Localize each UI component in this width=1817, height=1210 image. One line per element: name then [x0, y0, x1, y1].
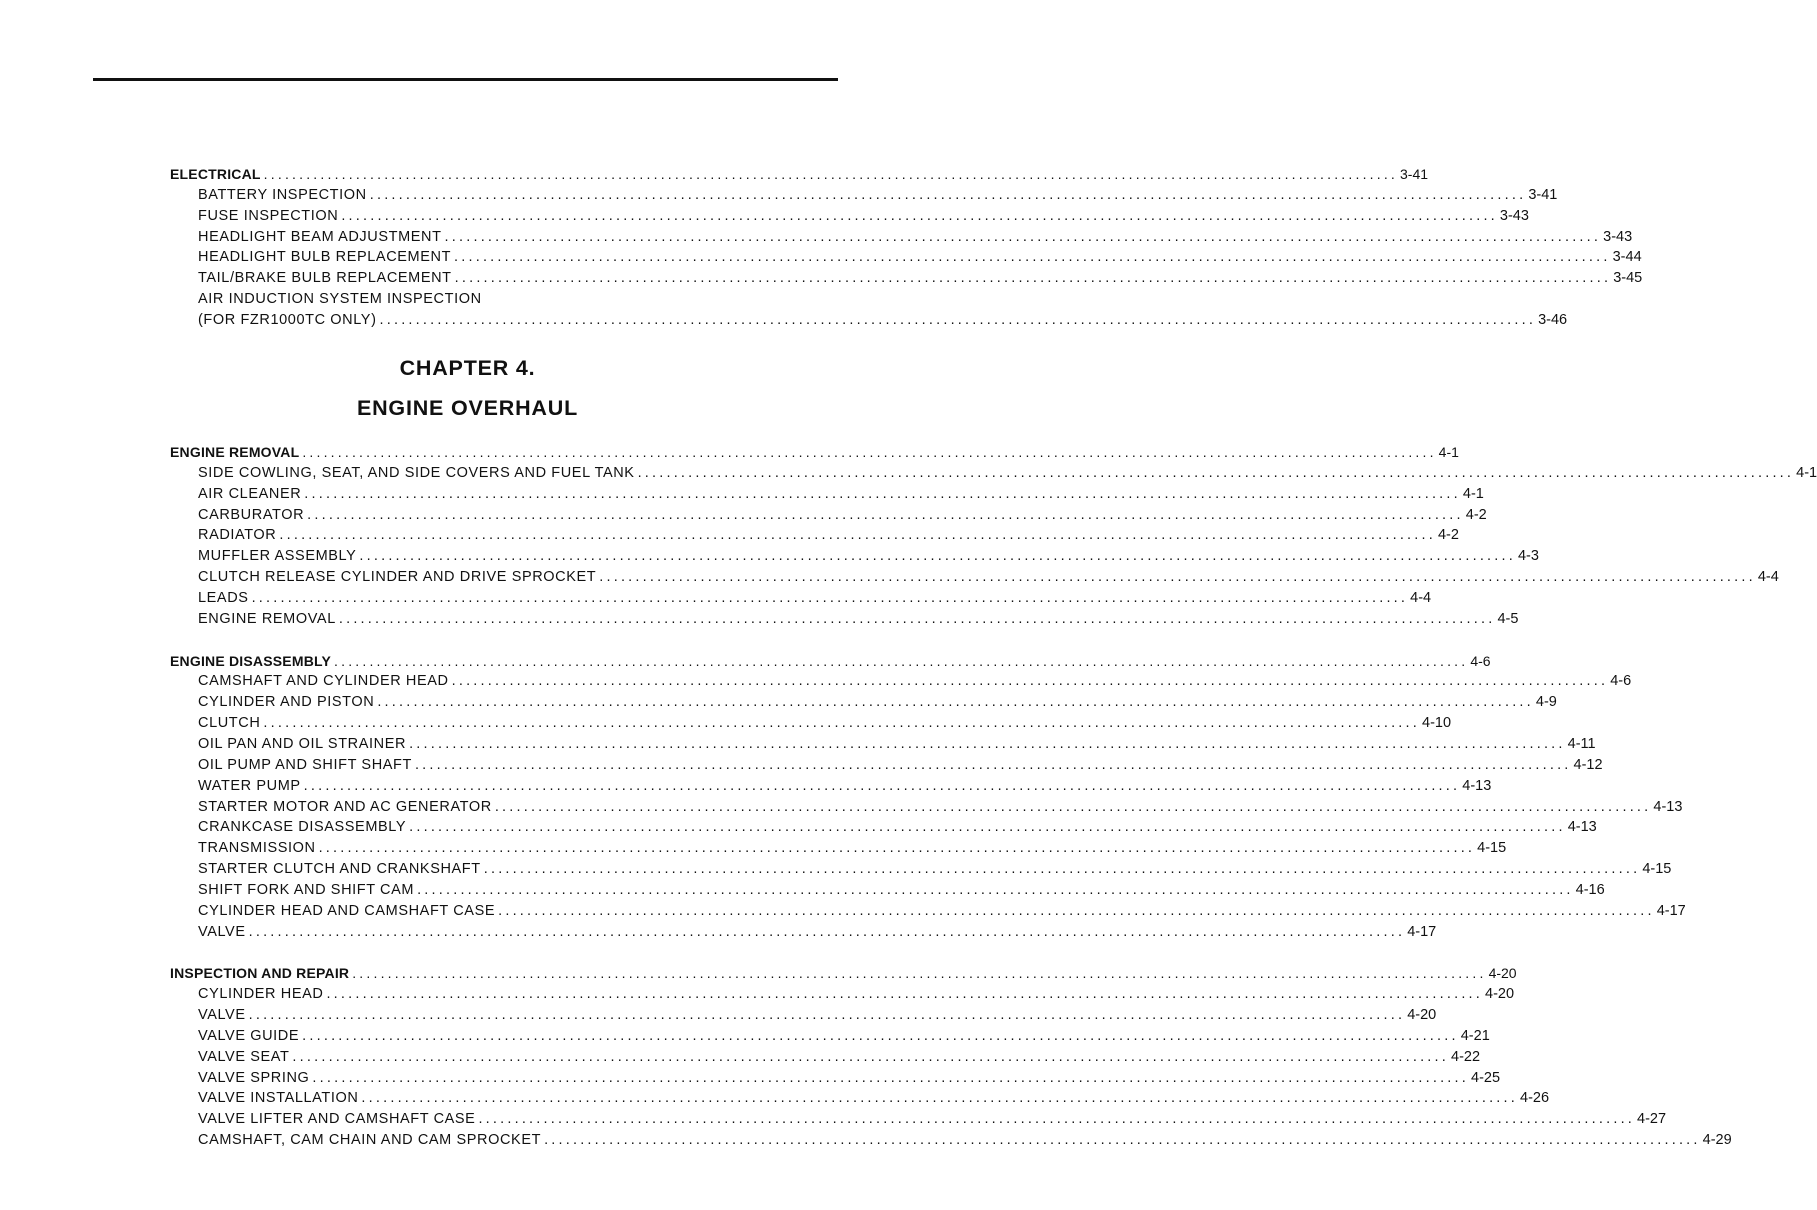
toc-entry-page: 3-41 [1400, 166, 1429, 182]
dot-leader: ................................................................................................................................................................ [409, 819, 1566, 836]
toc-entry-title: LEADS [198, 589, 249, 606]
toc-entry-page: 4-13 [1462, 777, 1492, 794]
toc-entry-page: 4-29 [1702, 1132, 1732, 1149]
toc-entry-page: 4-1 [1438, 444, 1459, 460]
toc-entry[interactable] [170, 567, 1779, 588]
toc-entry-title: OIL PUMP AND SHIFT SHAFT [198, 756, 412, 773]
section-gap [170, 630, 762, 651]
toc-entry[interactable] [170, 1088, 1550, 1109]
toc-entry-title: ENGINE DISASSEMBLY [170, 652, 332, 669]
toc-entry-title: AIR INDUCTION SYSTEM INSPECTION [198, 291, 482, 308]
dot-leader: ................................................................................................................................................................ [312, 1069, 1469, 1086]
toc-entry-page: 4-4 [1410, 589, 1432, 606]
toc-entry-page: 3-46 [1538, 311, 1568, 328]
toc-chapter-3-continued [170, 164, 1643, 331]
top-rule [93, 78, 838, 81]
dot-leader: ................................................................................................................................................................ [263, 166, 1399, 182]
dot-leader: ................................................................................................................................................................ [478, 1111, 1636, 1128]
toc-entry[interactable] [170, 1109, 1667, 1130]
dot-leader: ................................................................................................................................................................ [494, 798, 1652, 815]
toc-entry[interactable] [170, 289, 762, 310]
toc-entry-title: VALVE INSTALLATION [198, 1090, 359, 1107]
dot-leader: ................................................................................................................................................................ [454, 270, 1612, 287]
toc-entry-title: CRANKCASE DISASSEMBLY [198, 819, 407, 836]
toc-section-heading[interactable] [170, 164, 1429, 185]
toc-entry-page: 4-17 [1656, 902, 1686, 919]
toc-entry[interactable] [170, 901, 1686, 922]
dot-leader: ................................................................................................................................................................ [637, 464, 1795, 481]
chapter-number: CHAPTER 4. [399, 356, 536, 380]
toc-entry-page: 4-2 [1437, 527, 1459, 544]
toc-entry-title: ENGINE REMOVAL [198, 610, 336, 627]
dot-leader: ................................................................................................................................................................ [359, 548, 1516, 565]
toc-entry-page: 4-21 [1460, 1027, 1490, 1044]
toc-entry[interactable] [170, 734, 1596, 755]
dot-leader: ................................................................................................................................................................ [292, 1048, 1449, 1065]
toc-entry[interactable] [170, 984, 1515, 1005]
toc-entry-page: 4-6 [1610, 673, 1632, 690]
toc-entry-page: 4-25 [1471, 1069, 1501, 1086]
toc-entry[interactable] [170, 880, 1605, 901]
toc-entry-page: 3-45 [1613, 270, 1643, 287]
toc-entry-page: 4-11 [1567, 735, 1596, 752]
toc-entry[interactable] [170, 525, 1459, 546]
dot-leader: ................................................................................................................................................................ [318, 840, 1476, 857]
toc-entry-title: STARTER CLUTCH AND CRANKSHAFT [198, 861, 481, 878]
dot-leader: ................................................................................................................................................................ [251, 589, 1409, 606]
dot-leader: ................................................................................................................................................................ [248, 923, 1406, 940]
toc-entry-page: 4-2 [1465, 506, 1487, 523]
dot-leader: ................................................................................................................................................................ [369, 186, 1527, 203]
toc-entry-page: 4-13 [1653, 798, 1683, 815]
dot-leader: ................................................................................................................................................................ [414, 756, 1572, 773]
dot-leader: ................................................................................................................................................................ [352, 965, 1487, 982]
toc-entry[interactable] [170, 1026, 1490, 1047]
chapter-title: ENGINE OVERHAUL [356, 396, 579, 420]
toc-entry-title: VALVE [198, 1007, 246, 1024]
toc-entry-page: 4-20 [1485, 986, 1515, 1003]
toc-entry[interactable] [170, 776, 1492, 797]
toc-entry-page: 4-17 [1407, 923, 1437, 940]
toc-entry-title: WATER PUMP [198, 777, 301, 794]
toc-entry-title: AIR CLEANER [198, 485, 302, 502]
dot-leader: ................................................................................................................................................................ [304, 485, 1461, 502]
toc-entry-title: BATTERY INSPECTION [198, 186, 367, 203]
toc-entry[interactable] [170, 838, 1507, 859]
dot-leader: ................................................................................................................................................................ [302, 1027, 1459, 1044]
toc-entry-page: 4-4 [1757, 569, 1779, 586]
toc-entry[interactable] [170, 609, 1519, 630]
dot-leader: ................................................................................................................................................................ [417, 881, 1574, 898]
toc-entry-title: HEADLIGHT BULB REPLACEMENT [198, 249, 452, 266]
dot-leader: ................................................................................................................................................................ [409, 735, 1566, 752]
toc-entry-title: CLUTCH RELEASE CYLINDER AND DRIVE SPROCKET [198, 569, 597, 586]
toc-entry-title: CYLINDER HEAD AND CAMSHAFT CASE [198, 902, 496, 919]
toc-entry[interactable] [170, 310, 1568, 331]
toc-entry[interactable] [170, 1130, 1732, 1151]
dot-leader: ................................................................................................................................................................ [544, 1132, 1701, 1149]
toc-entry-title: FUSE INSPECTION [198, 207, 339, 224]
dot-leader: ................................................................................................................................................................ [263, 715, 1420, 732]
toc-entry-title: RADIATOR [198, 527, 277, 544]
toc-section-heading[interactable] [170, 651, 1491, 672]
toc-entry-title: CARBURATOR [198, 506, 305, 523]
toc-entry-page: 4-9 [1535, 694, 1557, 711]
toc-entry[interactable] [170, 268, 1643, 289]
toc-entry[interactable] [170, 755, 1603, 776]
dot-leader: ................................................................................................................................................................ [341, 207, 1498, 224]
toc-entry-page: 4-27 [1637, 1111, 1667, 1128]
toc-entry-title: VALVE LIFTER AND CAMSHAFT CASE [198, 1111, 476, 1128]
dot-leader: ................................................................................................................................................................ [361, 1090, 1518, 1107]
toc-entry-page: 4-15 [1477, 840, 1507, 857]
toc-chapter-4 [170, 442, 1817, 1151]
toc-entry[interactable] [170, 797, 1683, 818]
dot-leader: ................................................................................................................................................................ [303, 777, 1461, 794]
toc-entry-page: 4-20 [1407, 1007, 1437, 1024]
toc-entry-title: HEADLIGHT BEAM ADJUSTMENT [198, 228, 442, 245]
toc-entry-title: VALVE [198, 923, 246, 940]
dot-leader: ................................................................................................................................................................ [483, 861, 1641, 878]
toc-entry-page: 4-6 [1470, 652, 1491, 669]
dot-leader: ................................................................................................................................................................ [338, 610, 1496, 627]
toc-entry[interactable] [170, 505, 1487, 526]
toc-entry-page: 4-22 [1451, 1048, 1481, 1065]
dot-leader: ................................................................................................................................................................ [599, 569, 1756, 586]
toc-entry[interactable] [170, 922, 1437, 943]
toc-entry[interactable] [170, 588, 1432, 609]
toc-entry-page: 4-12 [1573, 756, 1603, 773]
toc-entry[interactable] [170, 546, 1539, 567]
toc-entry[interactable] [170, 1005, 1437, 1026]
toc-entry-page: 4-16 [1575, 881, 1605, 898]
toc-entry-title: TAIL/BRAKE BULB REPLACEMENT [198, 270, 452, 287]
toc-entry-title: TRANSMISSION [198, 840, 316, 857]
toc-entry-title: ENGINE REMOVAL [170, 444, 300, 460]
dot-leader: ................................................................................................................................................................ [279, 527, 1436, 544]
toc-section-heading[interactable] [170, 442, 1459, 463]
toc-entry-title: CAMSHAFT AND CYLINDER HEAD [198, 673, 449, 690]
toc-entry-page: 3-41 [1528, 186, 1558, 203]
toc-entry-page: 4-10 [1422, 715, 1452, 732]
toc-entry-page: 4-5 [1497, 610, 1519, 627]
toc-entry[interactable] [170, 463, 1817, 484]
toc-entry[interactable] [170, 484, 1484, 505]
toc-entry-title: VALVE SEAT [198, 1048, 290, 1065]
toc-entry[interactable] [170, 1047, 1481, 1068]
toc-entry-title: CYLINDER HEAD [198, 986, 324, 1003]
toc-entry[interactable] [170, 692, 1557, 713]
toc-entry-page: 4-20 [1488, 965, 1517, 982]
toc-entry-page: 3-43 [1499, 207, 1529, 224]
toc-entry-page: 4-1 [1796, 464, 1817, 481]
toc-entry[interactable] [170, 817, 1597, 838]
toc-entry-page: 4-3 [1517, 548, 1539, 565]
toc-entry-title: CYLINDER AND PISTON [198, 694, 375, 711]
toc-entry-title: CLUTCH [198, 715, 261, 732]
toc-entry-title: ELECTRICAL [170, 166, 261, 182]
dot-leader: ................................................................................................................................................................ [377, 694, 1534, 711]
toc-entry-page: 4-13 [1567, 819, 1597, 836]
toc-entry[interactable] [170, 227, 1633, 248]
toc-entry-title: STARTER MOTOR AND AC GENERATOR [198, 798, 492, 815]
toc-entry-title: VALVE SPRING [198, 1069, 310, 1086]
toc-entry-title: OIL PAN AND OIL STRAINER [198, 735, 407, 752]
toc-entry[interactable] [170, 185, 1558, 206]
toc-entry-title: SHIFT FORK AND SHIFT CAM [198, 881, 415, 898]
toc-entry[interactable] [170, 859, 1672, 880]
toc-entry-title: MUFFLER ASSEMBLY [198, 548, 357, 565]
toc-entry-page: 4-15 [1642, 861, 1672, 878]
toc-section-heading[interactable] [170, 963, 1517, 984]
dot-leader: ................................................................................................................................................................ [444, 228, 1602, 245]
toc-entry-title: INSPECTION AND REPAIR [170, 965, 350, 982]
toc-entry[interactable] [170, 247, 1642, 268]
toc-entry-page: 4-26 [1520, 1090, 1550, 1107]
toc-entry-title: SIDE COWLING, SEAT, AND SIDE COVERS AND FUEL TANK [198, 464, 635, 481]
dot-leader: ................................................................................................................................................................ [248, 1007, 1406, 1024]
dot-leader: ................................................................................................................................................................ [454, 249, 1611, 266]
toc-entry[interactable] [170, 1068, 1501, 1089]
dot-leader: ................................................................................................................................................................ [307, 506, 1464, 523]
toc-entry-title: VALVE GUIDE [198, 1027, 300, 1044]
toc-entry-page: 4-1 [1462, 485, 1484, 502]
toc-entry-title: CAMSHAFT, CAM CHAIN AND CAM SPROCKET [198, 1132, 542, 1149]
toc-entry-title: (FOR FZR1000TC ONLY) [198, 311, 377, 328]
dot-leader: ................................................................................................................................................................ [302, 444, 1437, 460]
dot-leader: ................................................................................................................................................................ [451, 673, 1609, 690]
dot-leader: ................................................................................................................................................................ [379, 311, 1537, 328]
toc-entry[interactable] [170, 206, 1529, 227]
toc-entry-page: 3-44 [1612, 249, 1642, 266]
toc-entry[interactable] [170, 713, 1452, 734]
toc-entry-page: 3-43 [1603, 228, 1633, 245]
dot-leader: ................................................................................................................................................................ [326, 986, 1484, 1003]
section-gap [170, 942, 762, 963]
toc-entry[interactable] [170, 671, 1632, 692]
dot-leader: ................................................................................................................................................................ [498, 902, 1655, 919]
dot-leader: ................................................................................................................................................................ [334, 652, 1469, 669]
